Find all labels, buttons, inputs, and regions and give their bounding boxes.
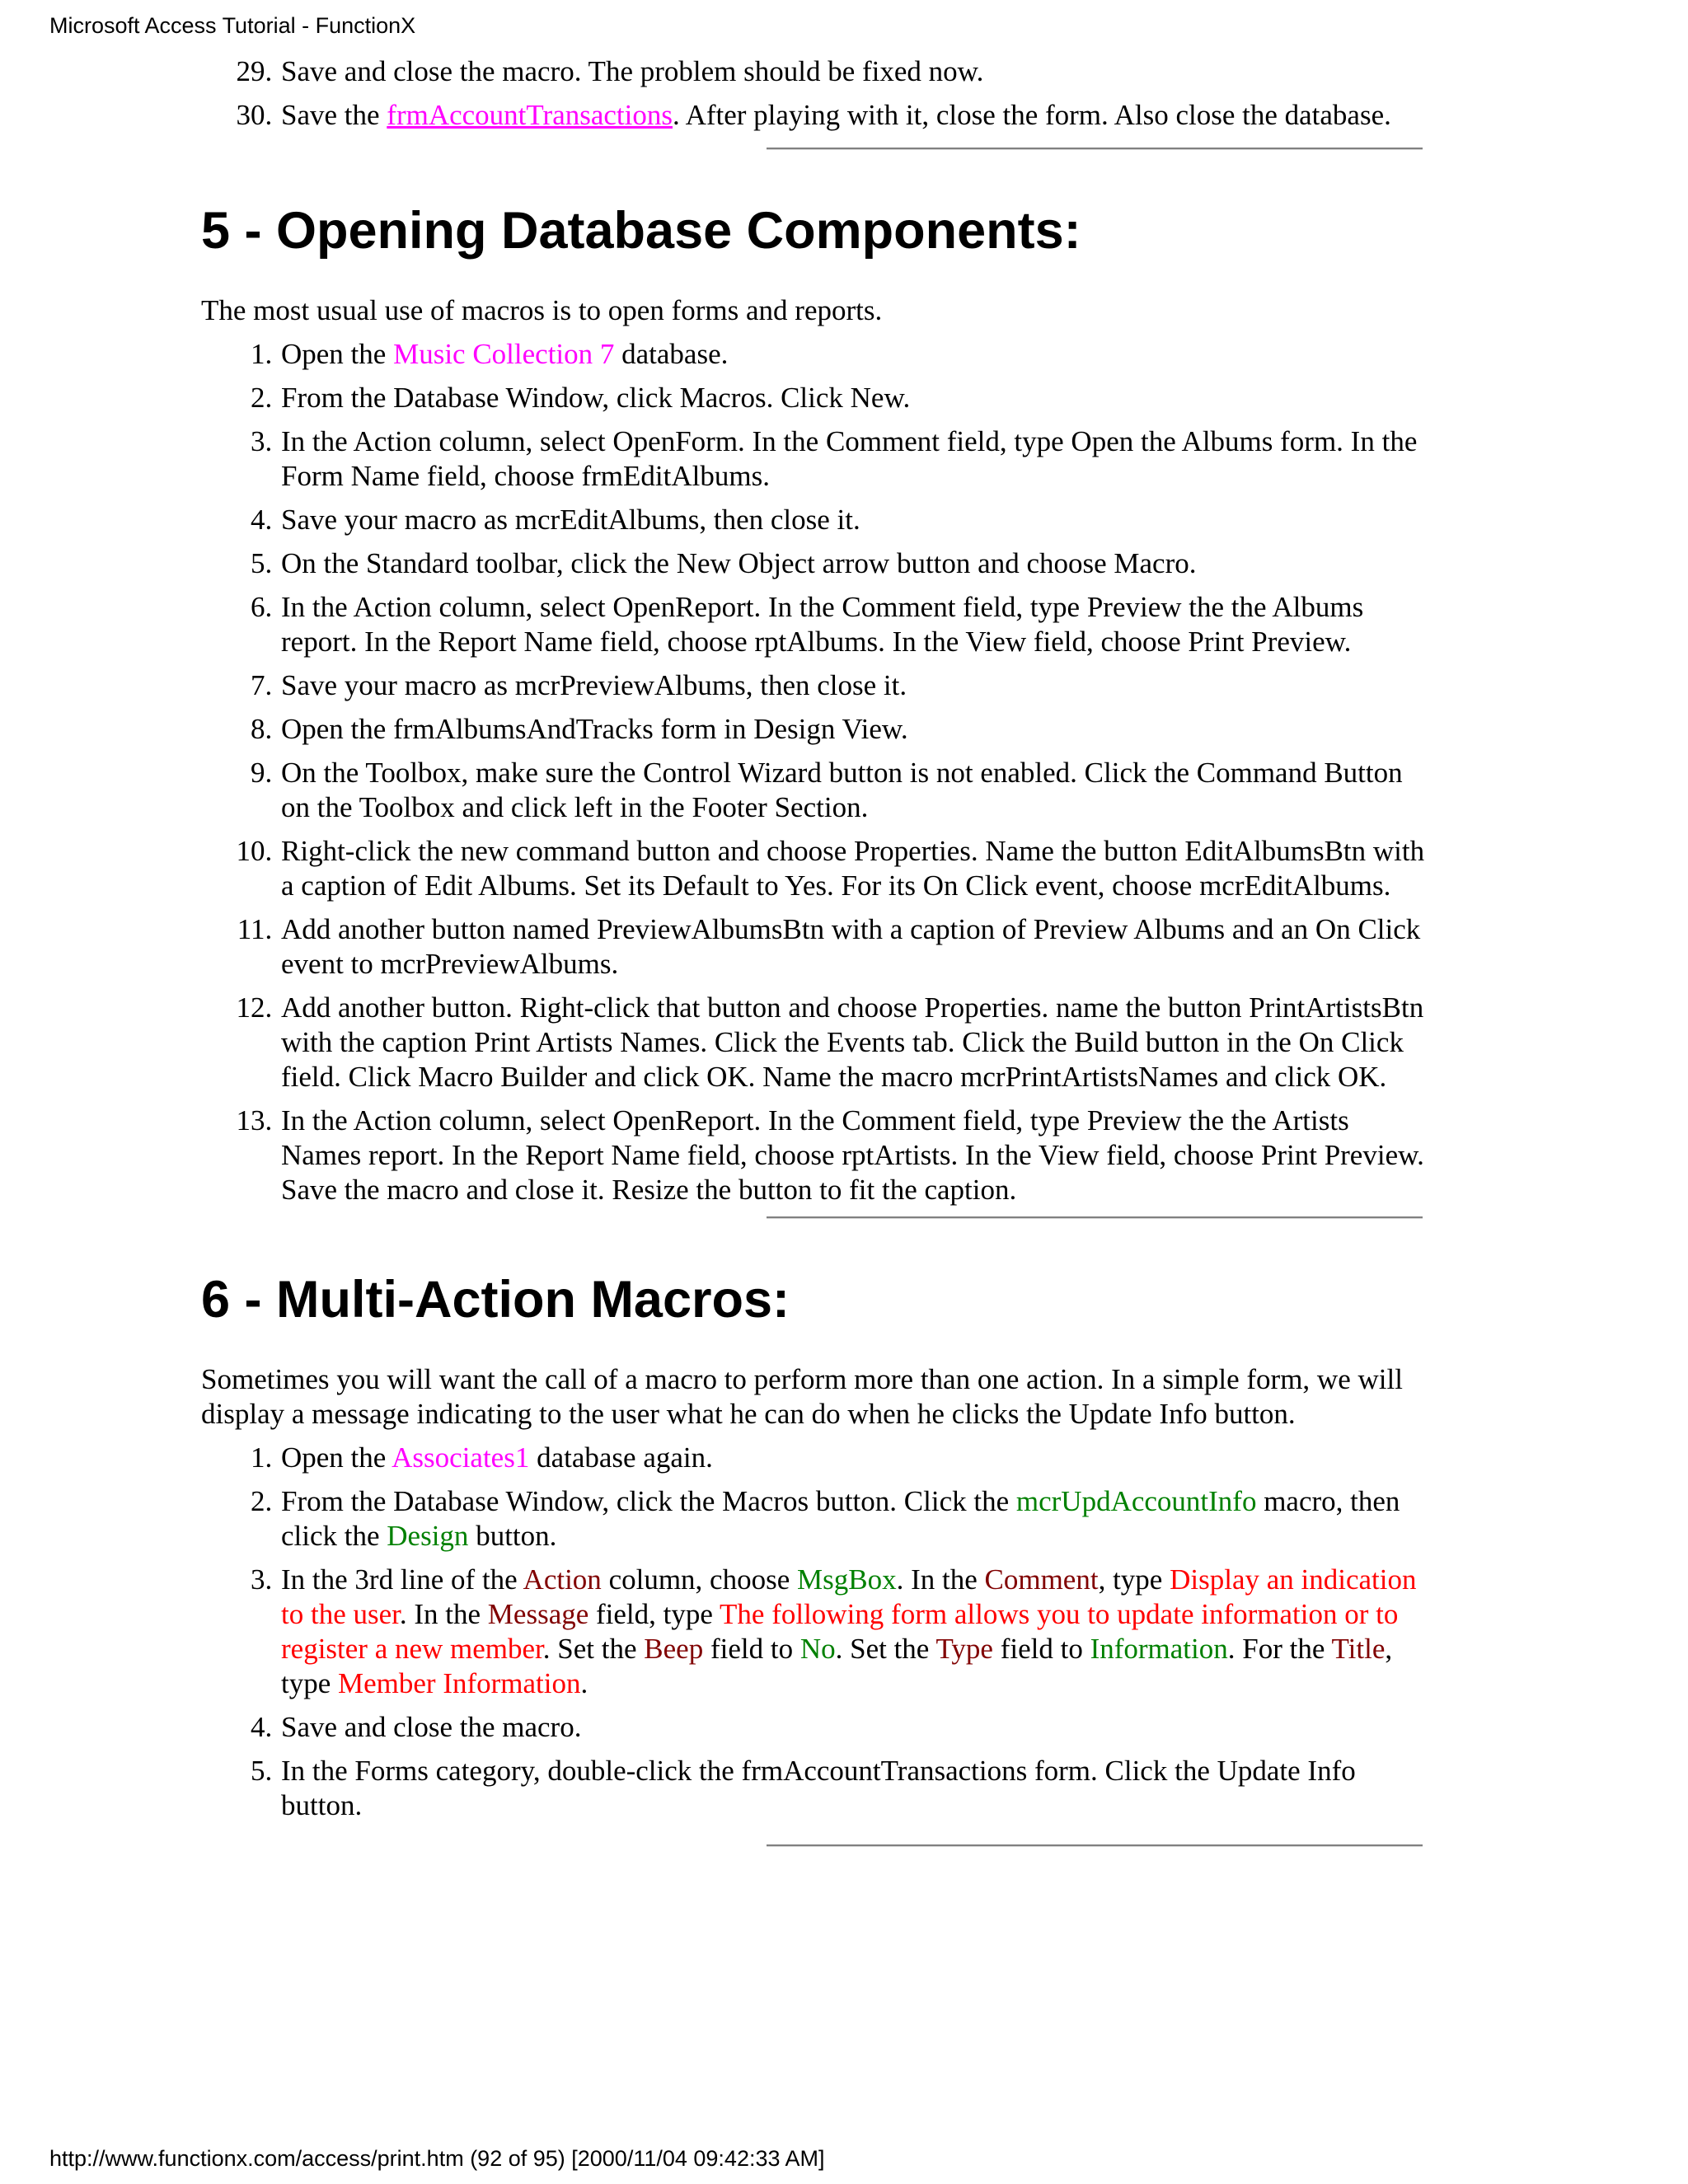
list-item-text: . After playing with it, close the form. Also close the database. (673, 99, 1391, 131)
list-item-text: . For the (1227, 1633, 1332, 1665)
field-name-type: Type (935, 1633, 993, 1665)
list-item: 4. Save and close the macro. (279, 1710, 1429, 1745)
list-item-text: In the 3rd line of the (281, 1563, 523, 1596)
list-item: 3. In the Action column, select OpenForm. In the Comment field, type Open the Albums form. In the Form Name field, choose frmEditAlbums. (279, 424, 1429, 494)
value-message-text: The following form allows you to update information or to register a new member (281, 1598, 1399, 1665)
list-item-text: . In the (896, 1563, 985, 1596)
field-name-comment: Comment (984, 1563, 1099, 1596)
field-name-title: Title (1331, 1633, 1386, 1665)
list-item: 5. On the Standard toolbar, click the New Object arrow button and choose Macro. (279, 546, 1429, 581)
list-item-text: From the Database Window, click the Macros button. Click the (281, 1485, 1016, 1517)
section-divider (767, 1216, 1423, 1219)
list-item-text: macro, then click the (281, 1485, 1400, 1552)
design-button-highlight: Design (387, 1520, 469, 1552)
document-body (201, 54, 1429, 1847)
list-item (279, 337, 1429, 372)
field-name-beep: Beep (644, 1633, 704, 1665)
field-name-message: Message (487, 1598, 589, 1630)
database-name-highlight: Associates1 (392, 1441, 530, 1474)
list-item-text: . Set the (542, 1633, 645, 1665)
list-item-text: column, choose (601, 1563, 797, 1596)
macro-name-highlight: mcrUpdAccountInfo (1015, 1485, 1257, 1517)
section-intro: Sometimes you will want the call of a macro to perform more than one action. In a simple form, we will display a message indicating to the user what he can do when he clicks the Update Info button. (201, 1363, 1403, 1430)
list-item: 12. Add another button. Right-click that button and choose Properties. name the button PrintArtistsBtn with the caption Print Artists Names. Click the Events tab. Click the Build button in the On Click field. Click Macro Builder and click OK. Name the macro mcrPrintArtistsNames and click OK. (279, 991, 1429, 1094)
section-heading-multi-action-macros: 6 - Multi-Action Macros: (201, 1271, 790, 1329)
list-item (279, 98, 1429, 133)
list-item-text: button. (468, 1520, 557, 1552)
page-footer-url: http://www.functionx.com/access/print.htm (92 of 95) [2000/11/04 09:42:33 AM] (49, 2146, 825, 2171)
list-item-text: , type (1098, 1563, 1170, 1596)
list-item-text: , type (281, 1633, 1393, 1699)
value-information: Information (1090, 1633, 1228, 1665)
list-item: 13. In the Action column, select OpenReport. In the Comment field, type Preview the the Artists Names report. In the Report Name field, choose rptArtists. In the View field, choose Print Preview. Save the macro and close it. Resize the button to fit the caption. (279, 1104, 1429, 1207)
list-item: 6. In the Action column, select OpenReport. In the Comment field, type Preview the the Albums report. In the Report Name field, choose rptAlbums. In the View field, choose Print Preview. (279, 590, 1429, 659)
database-name-highlight: Music Collection 7 (393, 338, 615, 370)
list-item-text: database. (614, 338, 729, 370)
opening-components-steps-list (201, 337, 1429, 1207)
list-item (279, 1484, 1429, 1554)
section-intro: The most usual use of macros is to open forms and reports. (201, 294, 883, 326)
list-item-text: . Set the (835, 1633, 936, 1665)
list-item-text: . In the (399, 1598, 488, 1630)
list-item (279, 1441, 1429, 1475)
list-item: 9. On the Toolbox, make sure the Control Wizard button is not enabled. Click the Command Button on the Toolbox and click left in the Footer Section. (279, 756, 1429, 825)
frm-account-transactions-link[interactable]: frmAccountTransactions (387, 99, 673, 131)
list-item: 29. Save and close the macro. The problem should be fixed now. (279, 54, 1429, 89)
value-title-text: Member Information (338, 1667, 581, 1699)
list-item-text: database again. (529, 1441, 713, 1474)
list-item-text: field to (703, 1633, 800, 1665)
list-item: 4. Save your macro as mcrEditAlbums, then close it. (279, 503, 1429, 537)
list-item: 2. From the Database Window, click Macros. Click New. (279, 381, 1429, 415)
list-item: 5. In the Forms category, double-click the frmAccountTransactions form. Click the Update Info button. (279, 1754, 1429, 1823)
list-item-text: field, type (588, 1598, 720, 1630)
section-heading-opening-components: 5 - Opening Database Components: (201, 202, 1081, 260)
list-item-text: Open the (281, 1441, 392, 1474)
list-item-text: field to (992, 1633, 1090, 1665)
value-no: No (799, 1633, 836, 1665)
multi-action-steps-list (201, 1441, 1429, 1823)
list-item-text: . (580, 1667, 588, 1699)
list-item-text: Save the (281, 99, 387, 131)
list-item: 10. Right-click the new command button and choose Properties. Name the button EditAlbumsBtn with a caption of Edit Albums. Set its Default to Yes. For its On Click event, choose mcrEditAlbums. (279, 834, 1429, 903)
list-item (279, 1563, 1429, 1701)
list-item-text: Open the (281, 338, 394, 370)
list-item: 11. Add another button named PreviewAlbumsBtn with a caption of Preview Albums and an On Click event to mcrPreviewAlbums. (279, 912, 1429, 982)
field-name-action: Action (523, 1563, 602, 1596)
page-header: Microsoft Access Tutorial - FunctionX (49, 13, 416, 38)
section-divider (767, 148, 1423, 150)
section-divider (767, 1844, 1423, 1847)
value-comment-text: Display an indication to the user (281, 1563, 1417, 1630)
list-item: 7. Save your macro as mcrPreviewAlbums, then close it. (279, 668, 1429, 703)
value-msgbox: MsgBox (797, 1563, 897, 1596)
continued-steps-list (201, 54, 1429, 133)
list-item: 8. Open the frmAlbumsAndTracks form in Design View. (279, 712, 1429, 747)
